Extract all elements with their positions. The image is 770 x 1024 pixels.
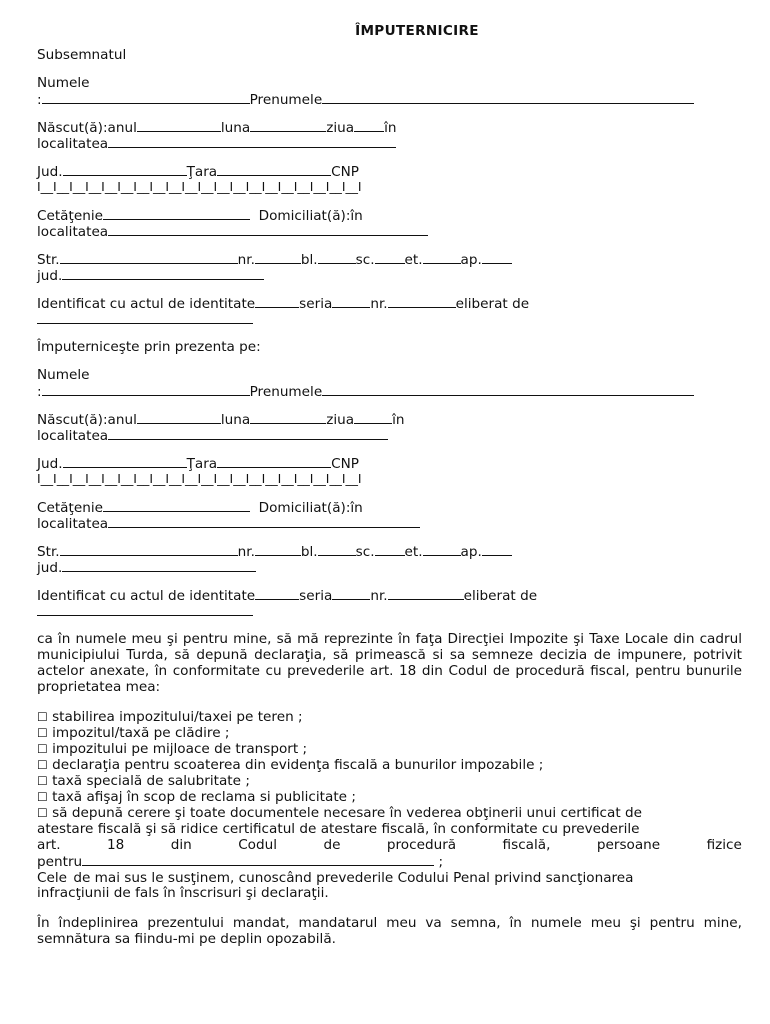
ziua-label: ziua	[326, 120, 355, 136]
cnp-boxes[interactable]: I__I__I__I__I__I__I__I__I__I__I__I__I__I__I__I__I__I__I__I__I	[37, 179, 362, 194]
residence-locality-field[interactable]	[108, 223, 428, 236]
checkbox-icon[interactable]: ☐	[37, 790, 48, 804]
grantor-birth-block	[37, 119, 742, 151]
nr2-label: nr.	[370, 296, 388, 312]
birth-year-field[interactable]	[137, 119, 221, 132]
et-label: et.	[404, 544, 423, 560]
list-item	[37, 805, 742, 821]
number-field[interactable]	[255, 251, 301, 264]
tara-label: Ţara	[186, 164, 218, 180]
numele-field[interactable]	[42, 383, 250, 396]
et-label: et.	[404, 252, 423, 268]
grantor-address-block	[37, 251, 742, 283]
id-type-field[interactable]	[255, 295, 299, 308]
numele-label: Numele	[37, 367, 90, 383]
declaration-text: de mai sus le susţinem, cunoscând prevederile Codului Penal privind sancţionarea	[73, 870, 634, 886]
birth-locality-field[interactable]	[108, 427, 388, 440]
birth-day-field[interactable]	[354, 119, 384, 132]
nascut-label: Născut(ă):anul	[37, 120, 137, 136]
ziua-label: ziua	[326, 412, 355, 428]
stair-field[interactable]	[375, 543, 405, 556]
localitatea-label: localitatea	[37, 428, 109, 444]
ap-label: ap.	[460, 544, 482, 560]
apartment-field[interactable]	[482, 543, 512, 556]
word: procedură	[386, 837, 457, 853]
list-item-label: impozitului pe mijloace de transport ;	[52, 741, 308, 757]
word: art.	[37, 837, 61, 853]
domiciliat-label: Domiciliat(ă):în	[258, 208, 363, 224]
block-field[interactable]	[318, 543, 356, 556]
citizenship-field[interactable]	[103, 207, 250, 220]
eliberat-label: eliberat de	[455, 296, 530, 312]
residence-locality-field[interactable]	[108, 515, 420, 528]
identificat-label: Identificat cu actul de identitate	[37, 588, 256, 604]
grantee-birth-block	[37, 411, 742, 443]
id-number-field[interactable]	[388, 295, 456, 308]
county-field[interactable]	[63, 455, 187, 468]
checkbox-icon[interactable]: ☐	[37, 806, 48, 820]
checkbox-icon[interactable]: ☐	[37, 742, 48, 756]
id-number-field[interactable]	[388, 587, 464, 600]
list-item	[37, 709, 742, 725]
prenumele-field[interactable]	[322, 91, 694, 104]
mandate-paragraph: ca în numele meu şi pentru mine, să mă reprezinte în faţa Direcţiei Impozite şi Taxe Locale din cadrul municipiului Turda, să depună declaraţia, să primească si sa semneze decizia de impunere, potrivit actelor anexate, în conformitate cu prevederile art. 18 din Codul de procedură fiscal, pentru bunurile proprietatea mea:	[37, 631, 742, 695]
list-item	[37, 725, 742, 741]
issued-by-field[interactable]	[37, 603, 253, 616]
street-field[interactable]	[60, 251, 238, 264]
apartment-field[interactable]	[482, 251, 512, 264]
birth-month-field[interactable]	[250, 119, 326, 132]
id-series-field[interactable]	[332, 295, 370, 308]
bl-label: bl.	[300, 544, 318, 560]
grantor-origin-block	[37, 163, 742, 195]
list-item	[37, 757, 742, 773]
grantee-name-block	[37, 367, 742, 399]
checkbox-icon[interactable]: ☐	[37, 726, 48, 740]
luna-label: luna	[220, 412, 251, 428]
list-item-label: să depună cerere şi toate documentele necesare în vederea obţinerii unui certificat de	[52, 805, 642, 821]
birth-day-field[interactable]	[354, 411, 392, 424]
list-item-label: taxă afişaj în scop de reclama si publicitate ;	[52, 789, 356, 805]
subsemnatul-label: Subsemnatul	[37, 47, 127, 63]
grantee-citizenship-block	[37, 499, 742, 531]
identificat-label: Identificat cu actul de identitate	[37, 296, 256, 312]
checkbox-icon[interactable]: ☐	[37, 710, 48, 724]
grantor-id-block	[37, 295, 742, 327]
grantee-address-block	[37, 543, 742, 575]
country-field[interactable]	[217, 455, 331, 468]
sc-label: sc.	[355, 252, 375, 268]
street-field[interactable]	[60, 543, 238, 556]
birth-month-field[interactable]	[250, 411, 326, 424]
list-item-continuation: atestare fiscală şi să ridice certificatul de atestare fiscală, în conformitate cu prevederile	[37, 821, 640, 837]
in-label: în	[384, 120, 397, 136]
domiciliat-label: Domiciliat(ă):în	[258, 500, 363, 516]
jud-label: Jud.	[37, 164, 63, 180]
localitatea-label: localitatea	[37, 136, 109, 152]
cele-label: Cele	[37, 870, 67, 886]
jud2-label: jud.	[37, 268, 63, 284]
id-series-field[interactable]	[332, 587, 370, 600]
cnp-boxes[interactable]: I__I__I__I__I__I__I__I__I__I__I__I__I__I__I__I__I__I__I__I__I	[37, 471, 362, 486]
grantee-id-block	[37, 587, 742, 619]
cetatenie-label: Cetăţenie	[37, 500, 103, 516]
id-type-field[interactable]	[255, 587, 299, 600]
prenumele-label: Prenumele	[249, 92, 323, 108]
ap-label: ap.	[460, 252, 482, 268]
bl-label: bl.	[300, 252, 318, 268]
checkbox-icon[interactable]: ☐	[37, 758, 48, 772]
final-paragraph: În îndeplinirea prezentului mandat, mandatarul meu va semna, în numele meu şi pentru mine, semnătura sa fiindu-mi pe deplin opozabilă.	[37, 915, 742, 947]
jud2-label: jud.	[37, 560, 63, 576]
prenumele-label: Prenumele	[249, 384, 323, 400]
birth-locality-field[interactable]	[108, 135, 396, 148]
tara-label: Ţara	[186, 456, 218, 472]
colon: :	[37, 92, 42, 108]
localitatea-label: localitatea	[37, 516, 109, 532]
cetatenie-label: Cetăţenie	[37, 208, 103, 224]
jud-label: Jud.	[37, 456, 63, 472]
grantee-origin-block	[37, 455, 742, 487]
residence-county-field[interactable]	[62, 559, 256, 572]
prenumele-field[interactable]	[322, 383, 694, 396]
word: persoane	[596, 837, 661, 853]
pentru-field[interactable]	[82, 853, 434, 866]
str-label: Str.	[37, 252, 60, 268]
cnp-label: CNP	[331, 456, 359, 472]
sc-label: sc.	[355, 544, 375, 560]
nascut-label: Născut(ă):anul	[37, 412, 137, 428]
nr-label: nr.	[237, 544, 255, 560]
number-field[interactable]	[255, 543, 301, 556]
block-field[interactable]	[318, 251, 356, 264]
checklist	[37, 709, 742, 901]
str-label: Str.	[37, 544, 60, 560]
luna-label: luna	[220, 120, 251, 136]
in-label: în	[392, 412, 405, 428]
list-item	[37, 789, 742, 805]
colon: :	[37, 384, 42, 400]
word: fiscală,	[502, 837, 551, 853]
grantor-citizenship-block	[37, 207, 742, 239]
document-title: ÎMPUTERNICIRE	[355, 23, 479, 39]
grantor-name-block	[37, 75, 742, 107]
list-item	[37, 773, 742, 789]
county-field[interactable]	[63, 163, 187, 176]
seria-label: seria	[299, 296, 333, 312]
seria-label: seria	[299, 588, 333, 604]
residence-county-field[interactable]	[62, 267, 264, 280]
list-item-label: declaraţia pentru scoaterea din evidenţa fiscală a bunurilor impozabile ;	[52, 757, 544, 773]
pentru-label: pentru	[37, 854, 83, 870]
word: fizice	[706, 837, 742, 853]
word: 18	[107, 837, 125, 853]
word: Codul	[238, 837, 278, 853]
checkbox-icon[interactable]: ☐	[37, 774, 48, 788]
nr-label: nr.	[237, 252, 255, 268]
citizenship-field[interactable]	[103, 499, 250, 512]
list-item-label: impozitul/taxă pe clădire ;	[52, 725, 230, 741]
word: de	[323, 837, 341, 853]
word: din	[170, 837, 192, 853]
nr2-label: nr.	[370, 588, 388, 604]
stair-field[interactable]	[375, 251, 405, 264]
numele-field[interactable]	[42, 91, 250, 104]
eliberat-label: eliberat de	[463, 588, 538, 604]
cnp-label: CNP	[331, 164, 359, 180]
localitatea-label: localitatea	[37, 224, 109, 240]
floor-field[interactable]	[423, 251, 461, 264]
list-item-label: taxă specială de salubritate ;	[52, 773, 250, 789]
declaration-text-2: infracţiunii de fals în înscrisuri şi declaraţii.	[37, 885, 329, 901]
issued-by-field[interactable]	[37, 311, 253, 324]
birth-year-field[interactable]	[137, 411, 221, 424]
imputerniceste-label: Împuterniceşte prin prezenta pe:	[37, 339, 261, 355]
numele-label: Numele	[37, 75, 90, 91]
country-field[interactable]	[217, 163, 331, 176]
list-item-label: stabilirea impozitului/taxei pe teren ;	[52, 709, 303, 725]
list-item-continuation	[37, 837, 742, 853]
list-item	[37, 741, 742, 757]
semicolon: ;	[438, 854, 444, 870]
floor-field[interactable]	[423, 543, 461, 556]
